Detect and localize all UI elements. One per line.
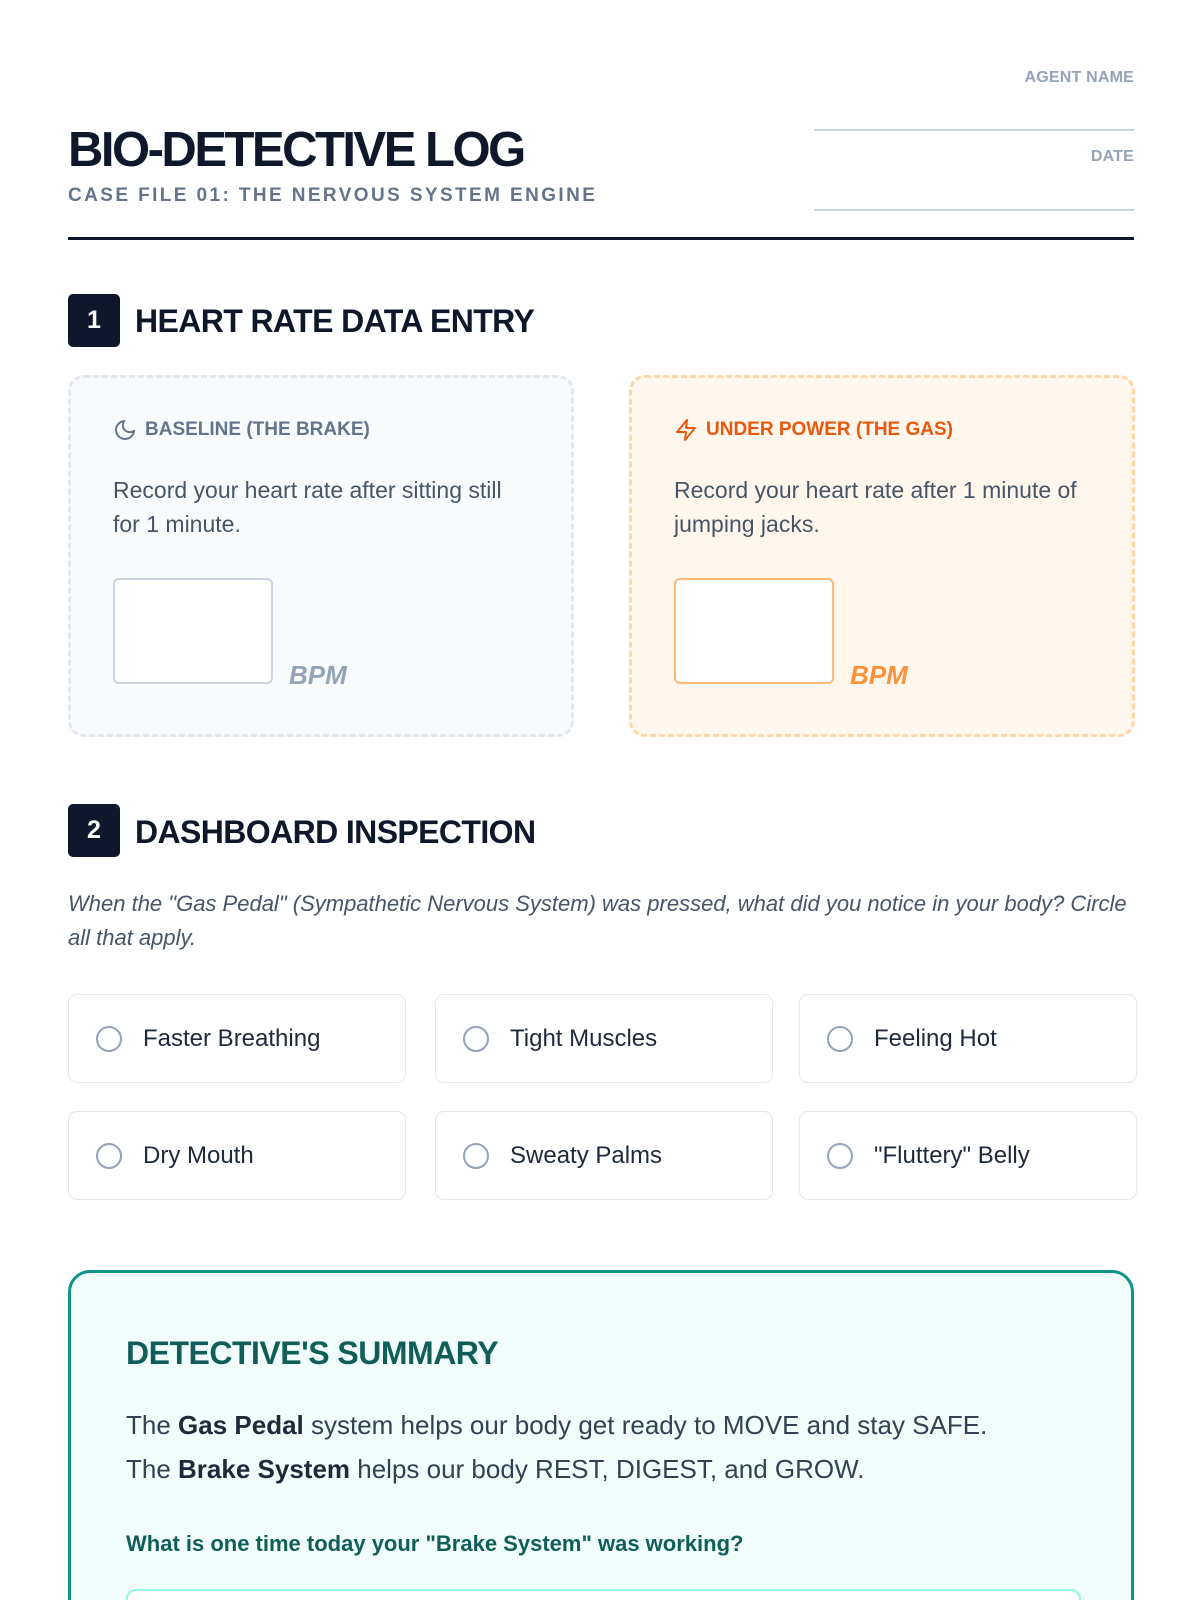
under-power-card-label: UNDER POWER (THE GAS) (706, 419, 953, 440)
summary-text: helps our body REST, DIGEST, and GROW. (350, 1454, 865, 1484)
radio-circle-icon[interactable] (827, 1026, 853, 1052)
summary-line-brake (126, 1447, 1106, 1491)
symptom-label: "Fluttery" Belly (874, 1141, 1030, 1169)
dashboard-prompt: When the "Gas Pedal" (Sympathetic Nervous System) was pressed, what did you notice in your body? Circle all that apply. (68, 891, 1127, 950)
symptom-option-dry-mouth[interactable] (68, 1111, 406, 1200)
baseline-card (68, 375, 574, 737)
symptom-label: Dry Mouth (143, 1141, 254, 1169)
summary-answer-field[interactable] (126, 1589, 1081, 1600)
agent-name-label: AGENT NAME (1024, 69, 1134, 86)
section-title-dashboard: DASHBOARD INSPECTION (135, 814, 536, 850)
agent-name-field[interactable] (814, 129, 1134, 131)
under-power-bpm-input[interactable] (674, 578, 834, 684)
date-field[interactable] (814, 209, 1134, 211)
lightning-icon (674, 418, 698, 442)
header-divider (68, 237, 1134, 240)
radio-circle-icon[interactable] (96, 1143, 122, 1169)
summary-question: What is one time today your "Brake System" was working? (126, 1531, 744, 1556)
under-power-bpm-unit: BPM (850, 660, 908, 690)
baseline-bpm-input[interactable] (113, 578, 273, 684)
summary-title: DETECTIVE'S SUMMARY (126, 1335, 499, 1371)
section-number-badge: 1 (68, 294, 120, 347)
summary-line-gas (126, 1403, 1106, 1447)
baseline-bpm-unit: BPM (289, 660, 347, 690)
detectives-summary-box (68, 1270, 1134, 1600)
summary-body (126, 1403, 1106, 1491)
under-power-instructions: Record your heart rate after 1 minute of jumping jacks. (674, 477, 1077, 537)
section-number-badge: 2 (68, 804, 120, 857)
under-power-card (629, 375, 1135, 737)
under-power-card-header (674, 418, 953, 442)
symptom-option-fluttery-belly[interactable] (799, 1111, 1137, 1200)
symptom-label: Sweaty Palms (510, 1141, 663, 1169)
radio-circle-icon[interactable] (463, 1143, 489, 1169)
page-title: BIO-DETECTIVE LOG (68, 123, 524, 177)
symptom-label: Tight Muscles (510, 1024, 658, 1052)
moon-icon (113, 418, 137, 442)
symptom-label: Feeling Hot (874, 1024, 997, 1052)
summary-text: system helps our body get ready to MOVE and stay SAFE. (303, 1410, 988, 1440)
symptom-option-feeling-hot[interactable] (799, 994, 1137, 1083)
page-subtitle: CASE FILE 01: THE NERVOUS SYSTEM ENGINE (68, 185, 598, 206)
baseline-card-label: BASELINE (THE BRAKE) (145, 419, 370, 440)
symptom-label: Faster Breathing (143, 1024, 321, 1052)
summary-text: The (126, 1454, 179, 1484)
symptom-option-tight-muscles[interactable] (435, 994, 773, 1083)
section-title-heart-rate: HEART RATE DATA ENTRY (135, 303, 535, 339)
baseline-instructions: Record your heart rate after sitting still for 1 minute. (113, 477, 502, 537)
baseline-card-header (113, 418, 370, 442)
date-label: DATE (1090, 148, 1134, 165)
radio-circle-icon[interactable] (96, 1026, 122, 1052)
symptom-option-faster-breathing[interactable] (68, 994, 406, 1083)
gas-pedal-term: Gas Pedal (178, 1410, 304, 1440)
symptom-option-sweaty-palms[interactable] (435, 1111, 773, 1200)
radio-circle-icon[interactable] (827, 1143, 853, 1169)
radio-circle-icon[interactable] (463, 1026, 489, 1052)
summary-text: The (126, 1410, 179, 1440)
brake-system-term: Brake System (178, 1454, 351, 1484)
